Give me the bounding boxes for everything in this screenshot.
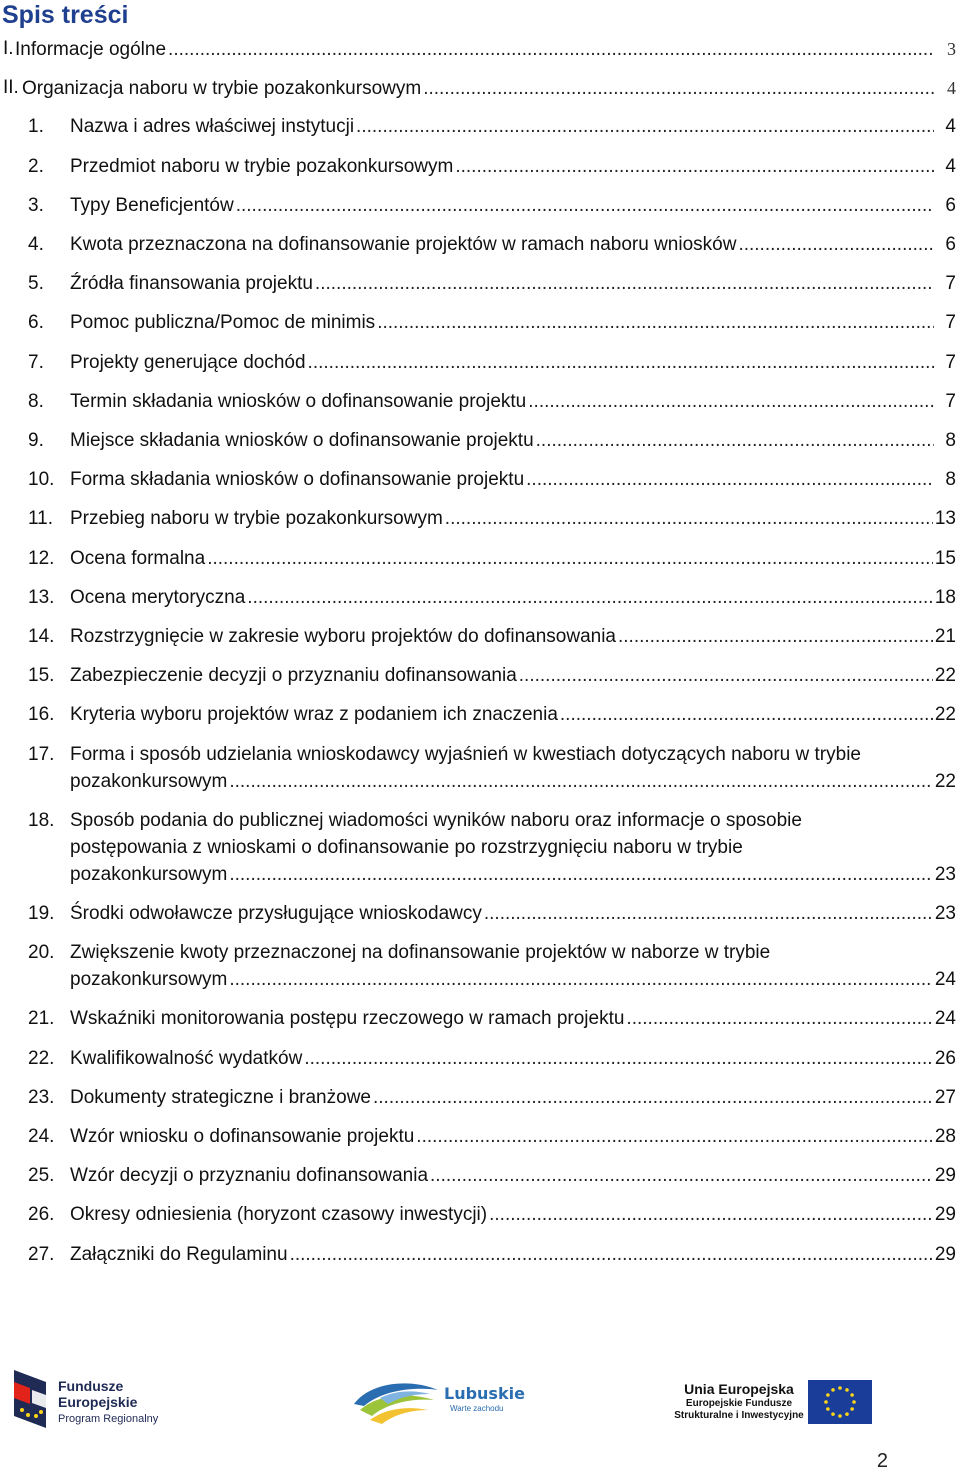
toc-entry-number: 25.: [28, 1165, 55, 1187]
toc-entry-text: Organizacja naboru w trybie pozakonkursowym: [22, 78, 422, 100]
toc-entry-page: 7: [945, 273, 956, 295]
toc-entry-text: postępowania z wnioskami o dofinansowanie po rozstrzygnięciu naboru w trybie: [70, 836, 743, 858]
eu-flag-star: [826, 1407, 830, 1411]
toc-entry-page: 28: [934, 1126, 956, 1147]
toc-entry-number: 5.: [28, 273, 44, 295]
toc-entry-page: 29: [934, 1204, 956, 1226]
eu-flag-star: [838, 1386, 842, 1390]
toc-entry-body: [70, 271, 960, 298]
toc-entry-number: 12.: [28, 547, 55, 569]
eu-flag-star: [845, 1412, 849, 1416]
toc-dot-leader: [528, 389, 934, 415]
toc-entry-number: 13.: [28, 586, 55, 608]
toc-entry-text: Wzór decyzji o przyznaniu dofinansowania: [70, 1165, 429, 1187]
toc-entry-text: Zwiększenie kwoty przeznaczonej na dofinansowanie projektów w naborze w trybie: [70, 942, 771, 964]
toc-dot-leader: [373, 1085, 933, 1111]
toc-dot-leader: [626, 1006, 932, 1032]
toc-dot-leader: [484, 901, 933, 927]
toc-dot-leader: [560, 702, 933, 728]
toc-entry-text: pozakonkursowym: [70, 770, 228, 792]
toc-entry-text: Termin składania wniosków o dofinansowanie projektu: [70, 390, 527, 412]
toc-dot-leader: [304, 1046, 933, 1072]
toc-dot-leader: [229, 862, 933, 888]
toc-entry-body: [70, 1085, 960, 1112]
toc-entry-page: 8: [945, 469, 956, 491]
toc-dot-leader: [423, 76, 934, 102]
toc-entry-text: Typy Beneficjentów: [70, 194, 234, 216]
toc-entry-number: 8.: [28, 390, 44, 412]
eu-flag-star: [850, 1407, 854, 1411]
toc-entry-number: 14.: [28, 626, 55, 647]
lubuskie-tagline: Warte zachodu: [450, 1404, 504, 1413]
toc-entry-number: 17.: [28, 743, 55, 765]
toc-entry-text: Źródła finansowania projektu: [70, 273, 313, 295]
toc-entry-body: [70, 546, 960, 573]
toc-entry-page: 6: [945, 234, 956, 255]
toc-entry-page: 3: [947, 39, 956, 59]
toc-entry-page: 23: [934, 863, 956, 885]
toc-dot-leader: [377, 310, 934, 336]
toc-dot-leader: [526, 467, 934, 493]
toc-entry-number: 7.: [28, 351, 44, 373]
toc-dot-leader: [168, 37, 934, 63]
toc-entry-number: 16.: [28, 704, 55, 726]
toc-entry-body: [3, 75, 960, 102]
toc-entry-page: 27: [934, 1086, 956, 1108]
toc-title: Spis treści: [2, 1, 129, 29]
toc-entry-number: 27.: [28, 1243, 55, 1265]
eu-flag-star: [852, 1400, 856, 1404]
toc-dot-leader: [430, 1163, 933, 1189]
toc-entry-page: 15: [934, 547, 956, 569]
toc-entry-body: [70, 114, 960, 141]
toc-entry-body: [70, 624, 960, 651]
lubuskie-name: Lubuskie: [444, 1384, 525, 1403]
toc-entry-body: [70, 428, 960, 455]
toc-entry-body: [70, 389, 960, 416]
toc-entry-text: Wskaźniki monitorowania postępu rzeczowego w ramach projektu: [70, 1008, 625, 1030]
toc-entry-number: 26.: [28, 1204, 55, 1226]
toc-entry-body: [70, 1046, 960, 1073]
toc-entry-text: Miejsce składania wniosków o dofinansowanie projektu: [70, 430, 534, 451]
toc-entry-text: Wzór wniosku o dofinansowanie projektu: [70, 1126, 415, 1147]
toc-entry-text: Dokumenty strategiczne i branżowe: [70, 1086, 371, 1108]
toc-dot-leader: [738, 232, 934, 258]
toc-entry-number: 2.: [28, 155, 44, 177]
toc-entry-number: 22.: [28, 1047, 55, 1069]
toc-entry-body: [70, 702, 960, 729]
toc-entry-body: [70, 663, 960, 690]
toc-entry-text: Przedmiot naboru w trybie pozakonkursowym: [70, 155, 454, 177]
toc-dot-leader: [445, 506, 933, 532]
fundusze-europejskie-text: [58, 1378, 158, 1427]
toc-entry-body: [70, 742, 960, 796]
toc-entry-number: 10.: [28, 469, 55, 491]
toc-entry-page: 8: [945, 430, 956, 451]
fundusze-europejskie-emblem-icon: [10, 1368, 50, 1430]
toc-entry-body: [70, 467, 960, 494]
toc-entry-page: 21: [934, 626, 956, 647]
toc-entry-page: 4: [947, 78, 956, 99]
toc-entry-text: Forma składania wniosków o dofinansowanie projektu: [70, 469, 525, 491]
toc-dot-leader: [489, 1202, 933, 1228]
toc-entry-page: 6: [945, 194, 956, 216]
toc-dot-leader: [236, 193, 934, 219]
toc-entry-text: Zabezpieczenie decyzji o przyznaniu dofinansowania: [70, 665, 517, 687]
page-number: 2: [876, 1450, 888, 1472]
ue-line-1: Unia Europejska: [684, 1381, 794, 1397]
toc-entry-number: 24.: [28, 1126, 55, 1147]
eu-flag-star: [838, 1414, 842, 1418]
toc-dot-leader: [416, 1124, 933, 1150]
toc-entry-text: Forma i sposób udzielania wnioskodawcy wyjaśnień w kwestiach dotyczących naboru w trybie: [70, 743, 861, 765]
toc-entry-number: 4.: [28, 234, 44, 255]
toc-entry-text: Ocena merytoryczna: [70, 586, 246, 608]
toc-entry-body: [70, 808, 960, 889]
toc-entry-page: 24: [934, 1008, 956, 1030]
toc-entry-number: 20.: [28, 942, 55, 964]
unia-europejska-text: [674, 1380, 804, 1422]
eu-flag-star: [845, 1388, 849, 1392]
toc-entry-text: Środki odwoławcze przysługujące wnioskodawcy: [70, 903, 482, 924]
toc-dot-leader: [207, 546, 933, 572]
toc-dot-leader: [290, 1242, 933, 1268]
toc-entry-page: 18: [934, 586, 956, 608]
toc-entry-text: Sposób podania do publicznej wiadomości wyników naboru oraz informacje o sposobie: [70, 809, 802, 831]
toc-entry-number: I.: [3, 38, 14, 59]
toc-dot-leader: [618, 624, 933, 650]
toc-entry-page: 26: [934, 1047, 956, 1069]
toc-entry-number: II.: [3, 77, 19, 99]
toc-entry-body: [70, 1242, 960, 1269]
toc-entry-number: 9.: [28, 430, 44, 451]
toc-dot-leader: [308, 350, 934, 376]
toc-entry-text: Nazwa i adres właściwej instytucji: [70, 116, 355, 138]
toc-entry-number: 11.: [28, 508, 54, 530]
toc-entry-body: [70, 193, 960, 220]
eu-flag-star: [831, 1388, 835, 1392]
toc-entry-number: 3.: [28, 194, 44, 216]
toc-dot-leader: [315, 271, 934, 297]
lubuskie-logo: [350, 1376, 530, 1426]
toc-entry-page: 13: [934, 508, 956, 530]
toc-entry-body: [70, 154, 960, 181]
toc-entry-body: [70, 940, 960, 994]
eu-flag-star: [826, 1393, 830, 1397]
fe-line-2: Europejskie: [58, 1394, 138, 1410]
toc-dot-leader: [247, 585, 933, 611]
toc-entry-text: Kryteria wyboru projektów wraz z podaniem ich znaczenia: [70, 704, 558, 726]
toc-entry-page: 29: [934, 1243, 956, 1265]
toc-entry-page: 23: [934, 903, 956, 924]
toc-entry-body: [70, 1163, 960, 1190]
toc-entry-text: Załączniki do Regulaminu: [70, 1243, 288, 1265]
toc-entry-body: [70, 585, 960, 612]
toc-dot-leader: [356, 114, 934, 140]
toc-entry-page: 4: [945, 116, 956, 138]
toc-entry-body: [70, 350, 960, 377]
toc-entry-text: pozakonkursowym: [70, 969, 228, 991]
toc-entry-body: [70, 1006, 960, 1033]
ue-line-3: Strukturalne i Inwestycyjne: [674, 1410, 804, 1421]
toc-entry-body: [70, 901, 960, 928]
toc-entry-text: Projekty generujące dochód: [70, 351, 306, 373]
toc-dot-leader: [536, 428, 934, 454]
toc-entry-page: 22: [934, 665, 956, 687]
ue-line-2: Europejskie Fundusze: [685, 1398, 793, 1409]
toc-entry-page: 22: [934, 770, 956, 792]
toc-entry-page: 7: [945, 312, 956, 334]
toc-entry-text: Rozstrzygnięcie w zakresie wyboru projektów do dofinansowania: [70, 626, 616, 647]
unia-europejska-logo: [672, 1378, 912, 1428]
toc-entry-number: 6.: [28, 312, 44, 334]
toc-entry-text: Przebieg naboru w trybie pozakonkursowym: [70, 508, 443, 530]
toc-entry-body: [70, 1202, 960, 1229]
toc-entry-page: 7: [945, 390, 956, 412]
toc-entry-number: 21.: [28, 1008, 55, 1030]
toc-entry-text: Pomoc publiczna/Pomoc de minimis: [70, 312, 376, 334]
toc-entry-page: 29: [934, 1165, 956, 1187]
toc-entry-body: [3, 36, 960, 63]
toc-dot-leader: [519, 663, 933, 689]
toc-dot-leader: [229, 769, 933, 795]
toc-entry-text: Kwota przeznaczona na dofinansowanie projektów w ramach naboru wniosków: [70, 234, 737, 255]
toc-entry-body: [70, 506, 960, 533]
toc-entry-number: 23.: [28, 1086, 55, 1108]
toc-dot-leader: [455, 154, 934, 180]
toc-entry-text: pozakonkursowym: [70, 863, 228, 885]
toc-entry-number: 19.: [28, 903, 55, 924]
fe-line-3: Program Regionalny: [58, 1413, 159, 1425]
toc-entry-number: 1.: [28, 116, 44, 138]
toc-entry-number: 18.: [28, 809, 55, 831]
toc-entry-text: Informacje ogólne: [15, 39, 167, 60]
toc-entry-body: [70, 232, 960, 259]
toc-entry-body: [70, 1124, 960, 1151]
fundusze-europejskie-logo: [10, 1368, 210, 1432]
fe-line-1: Fundusze: [58, 1378, 124, 1394]
eu-flag-star: [850, 1393, 854, 1397]
toc-entry-text: Ocena formalna: [70, 547, 206, 569]
toc-dot-leader: [229, 967, 933, 993]
eu-flag-star: [824, 1400, 828, 1404]
lubuskie-emblem-icon: [350, 1376, 442, 1426]
eu-flag-star: [831, 1412, 835, 1416]
toc-entry-body: [70, 310, 960, 337]
toc-entry-text: Okresy odniesienia (horyzont czasowy inwestycji): [70, 1204, 488, 1226]
toc-entry-text: Kwalifikowalność wydatków: [70, 1047, 303, 1069]
toc-entry-number: 15.: [28, 665, 55, 687]
toc-entry-page: 7: [945, 351, 956, 373]
toc-entry-page: 4: [945, 155, 956, 177]
eu-flag-icon: [808, 1380, 872, 1424]
toc-entry-page: 24: [934, 969, 956, 991]
toc-entry-page: 22: [934, 704, 956, 726]
